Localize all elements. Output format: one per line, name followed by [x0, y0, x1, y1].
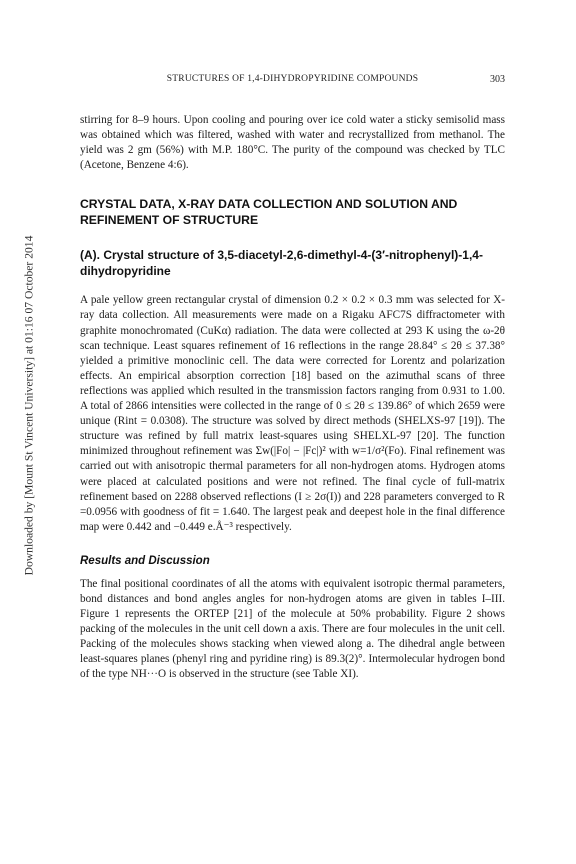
subsection-heading: (A). Crystal structure of 3,5-diacetyl-2,6-dimethyl-4-(3′-nitrophenyl)-1,4-dihydropyridine — [80, 248, 483, 278]
intro-paragraph: stirring for 8–9 hours. Upon cooling and pouring over ice cold water a sticky semisolid mass was obtained which was filtered, washed with water and recrystallized from methanol. The yield was 2 gm (56%) with M.P. 180°C. The purity of the compound was checked by TLC (Acetone, Benzene 4:6). — [80, 114, 505, 172]
crystal-data-paragraph: A pale yellow green rectangular crystal of dimension 0.2 × 0.2 × 0.3 mm was selected for X-ray data collection. All measurements were made on a Rigaku AFC7S diffractometer with graphite monochromated (CuKα) radiation. The data were collected at 293 K using the ω-2θ scan technique. Least squares refinement of 16 reflections in the range 28.84° ≤ 2θ ≤ 37.38° yielded a primitive monoclinic cell. The data were corrected for Lorentz and polarization effects. An empirical absorption correction [18] based on the azimuthal scans of three reflections was applied which resulted in the transmission factors ranging from 0.931 to 1.00. A total of 2866 intensities were collected in the range of 0 ≤ 2θ ≤ 139.86° of which 2659 were unique (Rint = 0.0308). The structure was solved by direct methods (SHELXS-97 [19]). The structure was refined by full matrix least-squares using SHELXL-97 [20]. The function minimized throughout refinement was Σw(|Fo| − |Fc|)² with w=1/σ²(Fo). Final refinement was carried out with anisotropic thermal parameters for all non-hydrogen atoms. Hydrogen atoms were placed at calculated positions and were not refined. The final cycle of full-matrix refinement based on 2288 observed reflections (I ≥ 2σ(I)) and 228 parameters converged to R =0.0956 with goodness of fit = 1.640. The largest peak and deepest hole in the final difference map were 0.442 and −0.449 e.Å⁻³ respectively. — [80, 294, 505, 533]
download-note: Downloaded by [Mount St Vincent University] at 01:16 07 October 2014 — [22, 235, 36, 575]
section-heading: CRYSTAL DATA, X-RAY DATA COLLECTION AND SOLUTION AND REFINEMENT OF STRUCTURE — [80, 197, 458, 227]
results-paragraph: The final positional coordinates of all the atoms with equivalent isotropic thermal parameters, bond distances and bond angles angles for non-hydrogen atoms are given in tables I–III. Figure 1 represents the ORTEP [21] of the molecule at 50% probability. Figure 2 shows packing of the molecules in the unit cell down a axis. There are four molecules in the unit cell. Packing of the molecules shows stacking when viewed along a. The dihedral angle between least-squares planes (phenyl ring and pyridine ring) is 89.3(2)°. Intermolecular hydrogen bond of the type NH···O is observed in the structure (see Table XI). — [80, 577, 505, 681]
page-header — [80, 74, 505, 88]
running-title: STRUCTURES OF 1,4-DIHYDROPYRIDINE COMPOUNDS — [166, 74, 419, 84]
page-number: 303 — [490, 74, 505, 85]
page-body — [80, 113, 505, 683]
results-heading: Results and Discussion — [80, 554, 210, 567]
download-watermark — [18, 170, 40, 640]
